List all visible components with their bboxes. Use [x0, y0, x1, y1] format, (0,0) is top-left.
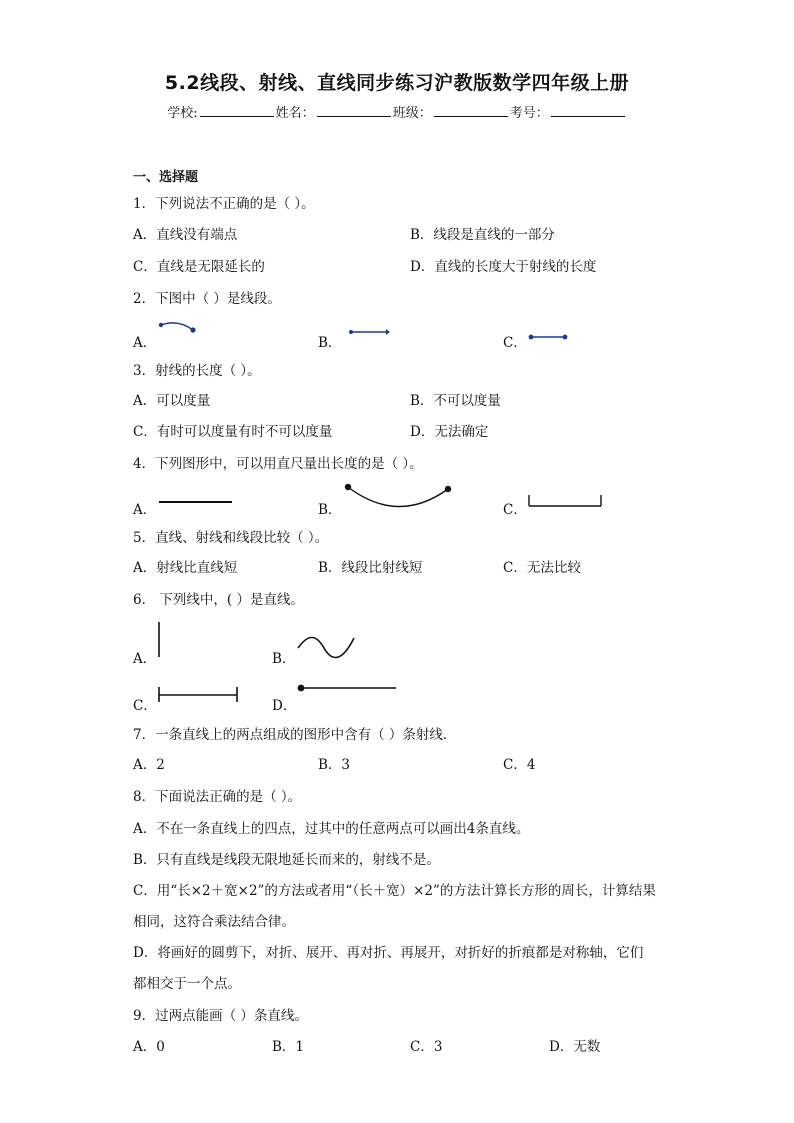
q8-option-d-line1: D．将画好的圆剪下，对折、展开、再对折、再展开，对折好的折痕都是对称轴，它们 — [133, 945, 644, 961]
q6-option-b: B． — [272, 651, 296, 667]
q4-figure-b-arc — [342, 481, 454, 511]
q9-option-d: D．无数 — [549, 1039, 601, 1055]
q2-figure-a-curved-segment — [158, 318, 198, 334]
q4-option-a: A． — [133, 502, 157, 518]
school-blank — [200, 104, 274, 117]
q8-option-d-line2: 都相交于一个点。 — [133, 976, 241, 992]
exam-number-blank — [551, 104, 625, 117]
q6-option-d: D． — [272, 698, 297, 714]
school-label: 学校: — [167, 106, 198, 121]
q1-option-b: B．线段是直线的一部分 — [410, 227, 555, 243]
class-label: 班级： — [392, 106, 432, 121]
q9-option-b: B．1 — [272, 1039, 305, 1055]
q8-option-b: B．只有直线是线段无限地延长而来的，射线不是。 — [133, 852, 440, 868]
q2-option-a: A． — [133, 335, 157, 351]
section-heading: 一、选择题 — [133, 170, 199, 185]
q4-stem: 4．下列图形中，可以用直尺量出长度的是（ ）。 — [133, 456, 423, 472]
q6-figure-b-wave — [296, 634, 358, 662]
q2-option-b: B． — [318, 335, 342, 351]
q5-option-c: C．无法比较 — [503, 560, 581, 576]
q9-option-c: C．3 — [410, 1039, 443, 1055]
q2-figure-b-ray — [348, 326, 392, 338]
q7-option-b: B．3 — [318, 757, 351, 773]
q7-stem: 7．一条直线上的两点组成的图形中含有（ ）条射线． — [133, 727, 457, 743]
student-info-line — [0, 102, 794, 121]
q5-stem: 5．直线、射线和线段比较（ ）。 — [133, 530, 329, 546]
q5-option-a: A．射线比直线短 — [133, 560, 238, 576]
q6-option-a: A． — [133, 651, 157, 667]
name-blank — [317, 104, 391, 117]
q2-option-c: C． — [503, 335, 527, 351]
q8-option-a: A．不在一条直线上的四点，过其中的任意两点可以画出4条直线。 — [133, 821, 530, 837]
q1-option-a: A．直线没有端点 — [133, 227, 238, 243]
q7-option-c: C．4 — [503, 757, 536, 773]
exam-number-label: 考号： — [509, 106, 549, 121]
q1-option-d: D．直线的长度大于射线的长度 — [410, 259, 597, 275]
q8-option-c-line1: C．用“长×2＋宽×2”的方法或者用“（长＋宽）×2”的方法计算长方形的周长，计算结果 — [133, 883, 656, 899]
q3-option-c: C．有时可以度量有时不可以度量 — [133, 424, 333, 440]
q1-option-c: C．直线是无限延长的 — [133, 259, 265, 275]
q8-option-c-line2: 相同，这符合乘法结合律。 — [133, 914, 295, 930]
q6-figure-a-vertical-line — [156, 621, 162, 659]
q5-option-b: B．线段比射线短 — [318, 560, 423, 576]
q2-figure-c-segment — [528, 331, 570, 343]
q6-figure-c-bracketed-segment — [157, 686, 241, 704]
q3-option-b: B．不可以度量 — [410, 393, 501, 409]
q4-figure-c-bracket-segment — [527, 494, 605, 510]
q7-option-a: A．2 — [133, 757, 165, 773]
name-label: 姓名： — [275, 106, 315, 121]
q4-option-c: C． — [503, 502, 527, 518]
q6-figure-d-ray — [296, 682, 400, 694]
q3-option-a: A．可以度量 — [133, 393, 211, 409]
q3-option-d: D．无法确定 — [410, 424, 489, 440]
q1-stem: 1．下列说法不正确的是（ ）。 — [133, 196, 315, 212]
q8-stem: 8．下面说法正确的是（ ）。 — [133, 789, 302, 805]
q4-figure-a-line — [157, 498, 237, 506]
q9-option-a: A．0 — [133, 1039, 165, 1055]
page-title: 5.2线段、射线、直线同步练习沪教版数学四年级上册 — [164, 72, 630, 94]
q2-stem: 2．下图中（ ）是线段。 — [133, 291, 281, 307]
q9-stem: 9．过两点能画（ ）条直线。 — [133, 1008, 308, 1024]
q4-option-b: B． — [318, 502, 342, 518]
q6-stem: 6． 下列线中，( ）是直线。 — [133, 592, 304, 608]
q3-stem: 3．射线的长度（ ）。 — [133, 363, 261, 379]
q6-option-c: C． — [133, 698, 157, 714]
class-blank — [434, 104, 508, 117]
